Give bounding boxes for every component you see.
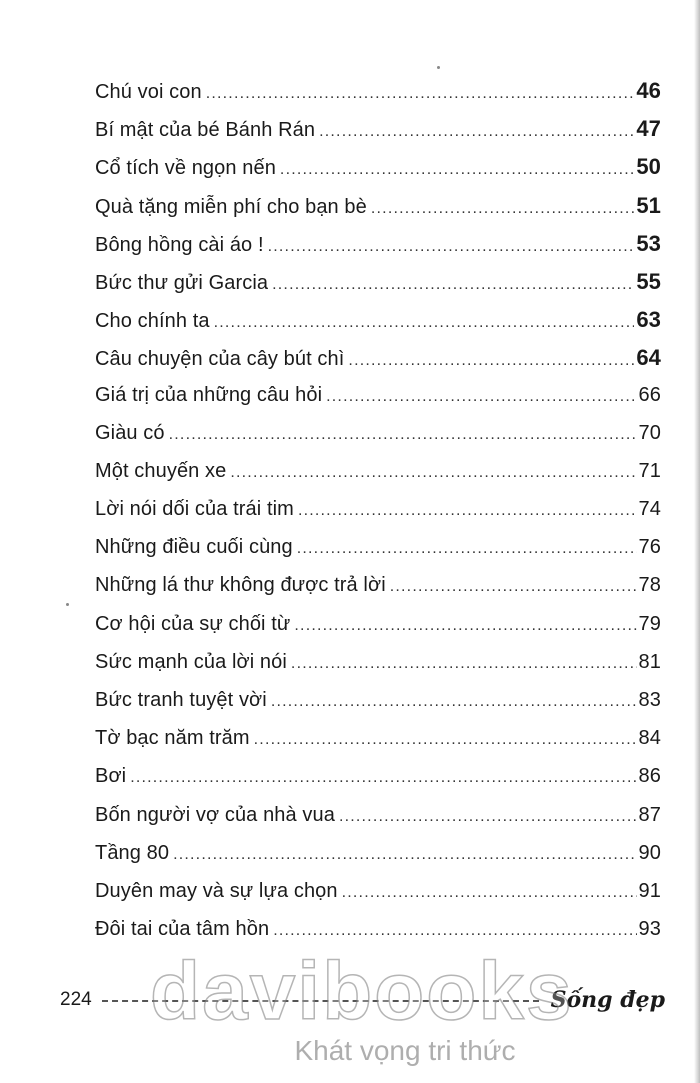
toc-entry-title: Những lá thư không được trả lời [95, 574, 386, 597]
toc-leader-dots [339, 808, 637, 826]
toc-leader-dots [272, 276, 634, 294]
toc-leader-dots [390, 578, 637, 596]
toc-entry-title: Đôi tai của tâm hồn [95, 918, 270, 941]
toc-leader-dots [206, 85, 635, 103]
toc-entry-title: Bông hồng cài áo ! [95, 233, 264, 256]
toc-entry [95, 613, 661, 651]
toc-leader-dots [348, 352, 634, 370]
toc-leader-dots [214, 314, 635, 332]
toc-entry-title: Tờ bạc năm trăm [95, 727, 250, 750]
toc-entry [95, 193, 661, 231]
toc-entry [95, 154, 661, 192]
toc-entry [95, 536, 661, 574]
toc-entry-title: Câu chuyện của cây bút chì [95, 348, 345, 371]
toc-entry-page: 90 [638, 841, 661, 864]
toc-entry [95, 727, 661, 765]
toc-entry-title: Cơ hội của sự chối từ [95, 612, 291, 635]
toc-leader-dots [169, 426, 637, 444]
toc-entry-page: 70 [638, 421, 661, 444]
toc-entry-page: 50 [636, 154, 661, 180]
toc-leader-dots [342, 884, 637, 902]
page-number: 224 [60, 989, 92, 1010]
toc-leader-dots [271, 693, 637, 711]
toc-entry-title: Duyên may và sự lựa chọn [95, 879, 338, 902]
toc-entry [95, 345, 661, 383]
toc-leader-dots [130, 769, 636, 787]
toc-leader-dots [273, 922, 636, 940]
watermark-brand: davibooks [150, 946, 574, 1037]
toc-entry-page: 83 [638, 689, 661, 711]
toc-entry-page: 47 [636, 116, 661, 142]
toc-leader-dots [297, 540, 637, 558]
toc-leader-dots [280, 161, 634, 179]
toc-leader-dots [319, 123, 634, 141]
toc-entry [95, 460, 661, 498]
speck [437, 66, 440, 69]
toc-entry-title: Một chuyến xe [95, 459, 227, 482]
toc-leader-dots [254, 731, 637, 749]
toc-entry [95, 651, 661, 689]
toc-entry [95, 880, 661, 918]
speck [66, 603, 69, 606]
toc-entry-title: Giàu có [95, 421, 165, 444]
toc-leader-dots [294, 617, 636, 635]
toc-entry-page: 84 [638, 727, 661, 750]
page-spine-shadow [694, 0, 700, 1083]
toc-entry-page: 81 [638, 650, 661, 673]
toc-entry [95, 574, 661, 612]
toc-entry-title: Bơi [95, 765, 127, 788]
toc-entry [95, 78, 661, 116]
toc-entry-page: 76 [638, 536, 661, 559]
toc-leader-dots [173, 846, 636, 864]
toc-entry-title: Bức thư gửi Garcia [95, 271, 269, 294]
toc-entry-title: Giá trị của những câu hỏi [95, 383, 323, 406]
toc-entry-page: 55 [636, 268, 661, 294]
book-title: Sống đẹp [550, 987, 665, 1013]
toc-entry-page: 78 [638, 574, 661, 597]
toc-entry-title: Những điều cuối cùng [95, 536, 293, 559]
toc-entry [95, 804, 661, 842]
toc-entry [95, 269, 661, 307]
toc-entry-page: 64 [636, 345, 661, 371]
toc-leader-dots [298, 502, 637, 520]
toc-entry-page: 91 [638, 879, 661, 902]
toc-entry [95, 307, 661, 345]
toc-leader-dots [291, 655, 637, 673]
toc-leader-dots [326, 388, 636, 406]
toc-entry [95, 116, 661, 154]
toc-entry-page: 86 [638, 765, 661, 788]
footer-dashed-rule [102, 1000, 539, 1002]
toc-entry [95, 918, 661, 956]
toc-entry-title: Bức tranh tuyệt vời [95, 689, 267, 711]
toc-leader-dots [268, 238, 635, 256]
page-footer [60, 985, 665, 1015]
toc-entry-page: 74 [638, 498, 661, 521]
toc-entry [95, 765, 661, 803]
toc-entry [95, 498, 661, 536]
toc-leader-dots [230, 464, 636, 482]
toc-entry-page: 93 [638, 918, 661, 941]
watermark-tagline: Khát vọng tri thức [294, 1035, 516, 1066]
toc-leader-dots [371, 200, 634, 218]
toc-entry-title: Chú voi con [95, 81, 202, 103]
toc-entry-title: Bí mật của bé Bánh Rán [95, 119, 316, 142]
toc-entry-page: 51 [636, 192, 661, 218]
table-of-contents [95, 78, 661, 956]
toc-entry [95, 842, 661, 880]
toc-entry-page: 79 [638, 612, 661, 635]
toc-entry [95, 384, 661, 422]
toc-entry-page: 46 [636, 78, 661, 103]
toc-entry-title: Lời nói dối của trái tim [95, 498, 294, 521]
toc-entry-title: Bốn người vợ của nhà vua [95, 803, 335, 826]
toc-entry [95, 689, 661, 727]
toc-entry-page: 71 [638, 459, 661, 482]
toc-entry [95, 422, 661, 460]
toc-entry-title: Cổ tích về ngọn nến [95, 157, 276, 180]
toc-entry-page: 66 [638, 383, 661, 406]
toc-entry-page: 53 [636, 230, 661, 256]
toc-entry-title: Quà tặng miễn phí cho bạn bè [95, 195, 367, 218]
toc-entry-page: 63 [636, 307, 661, 333]
toc-entry-title: Cho chính ta [95, 310, 210, 333]
toc-entry [95, 231, 661, 269]
toc-entry-page: 87 [638, 803, 661, 826]
toc-entry-title: Sức mạnh của lời nói [95, 650, 287, 673]
toc-entry-title: Tầng 80 [95, 841, 170, 864]
